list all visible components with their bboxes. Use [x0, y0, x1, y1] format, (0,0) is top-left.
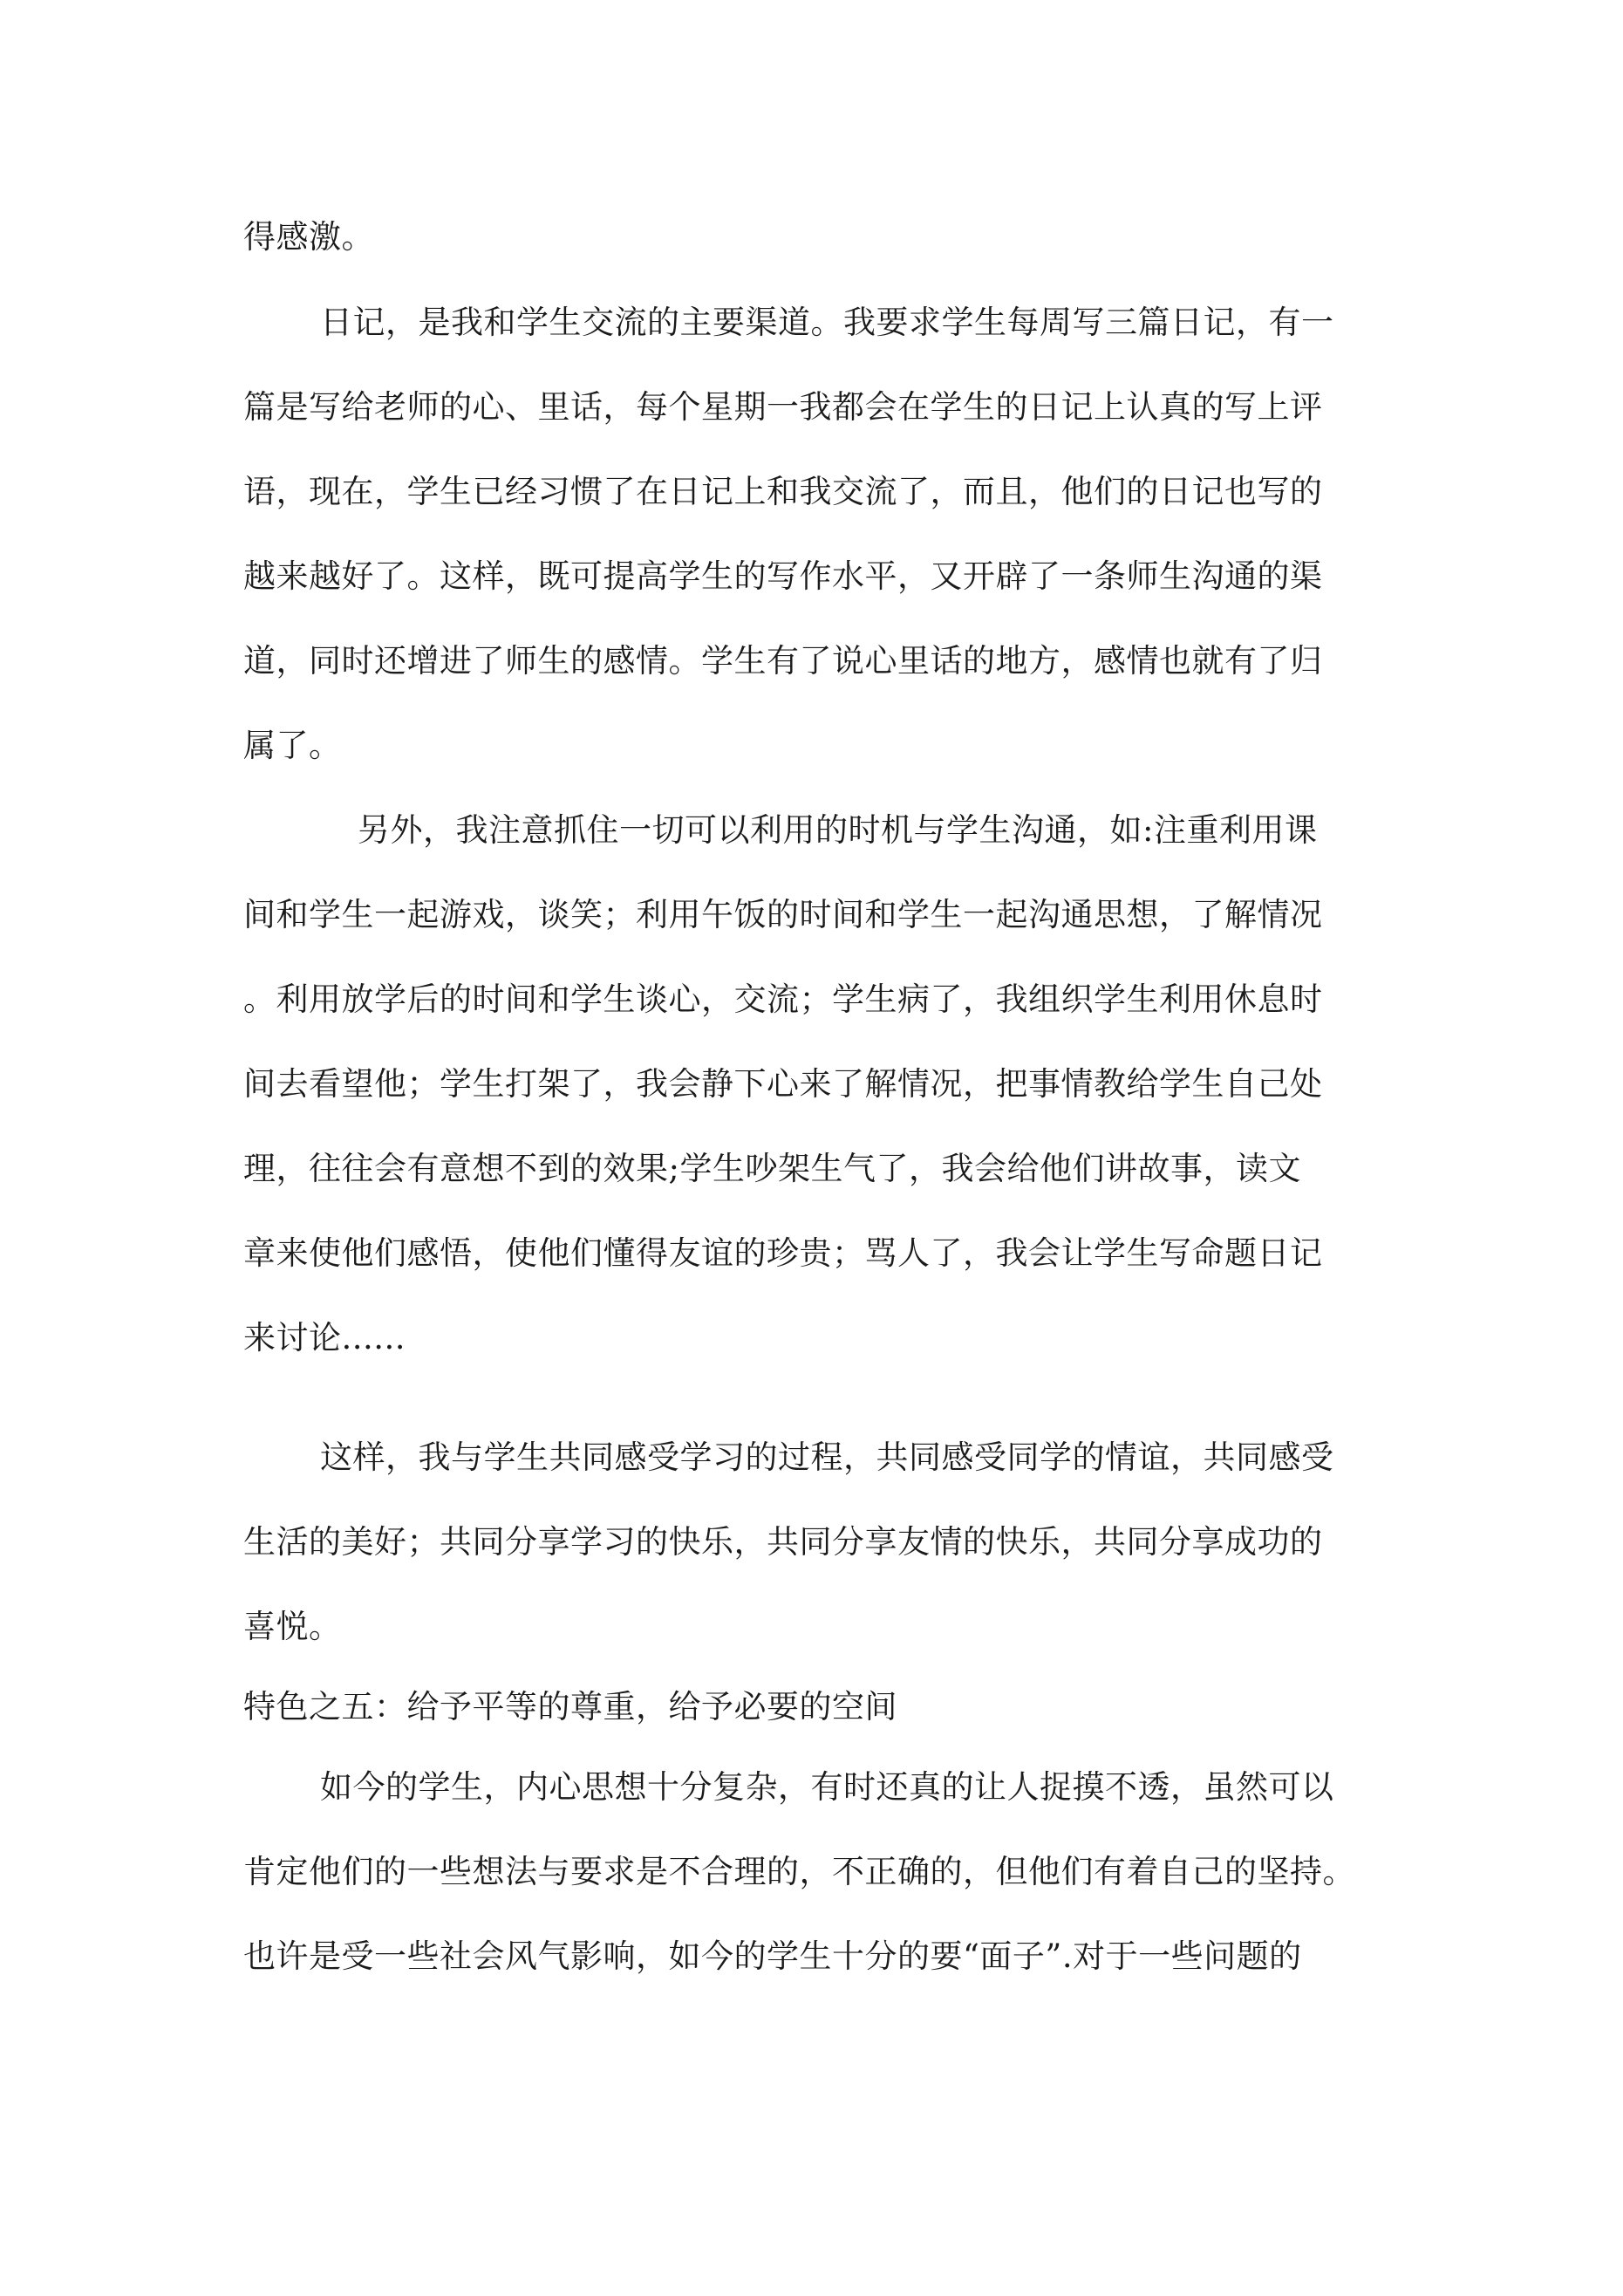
text-line: 肯定他们的一些想法与要求是不合理的，不正确的，但他们有着自己的坚持。: [243, 1853, 1355, 1890]
section-heading: 特色之五：给予平等的尊重，给予必要的空间: [243, 1688, 897, 1725]
text-line: 道，同时还增进了师生的感情。学生有了说心里话的地方，感情也就有了归: [243, 642, 1323, 680]
text-line: 章来使他们感悟，使他们懂得友谊的珍贵；骂人了，我会让学生写命题日记: [243, 1234, 1323, 1272]
text-line: 属了。: [243, 727, 342, 764]
paragraph-first-line: 日记，是我和学生交流的主要渠道。我要求学生每周写三篇日记，有一: [320, 304, 1334, 341]
text-line: 篇是写给老师的心、里话，每个星期一我都会在学生的日记上认真的写上评: [243, 388, 1323, 426]
text-line: 来讨论......: [243, 1319, 406, 1356]
text-line: 间去看望他；学生打架了，我会静下心来了解情况，把事情教给学生自己处: [243, 1065, 1323, 1103]
text-line: 越来越好了。这样，既可提高学生的写作水平，又开辟了一条师生沟通的渠: [243, 557, 1323, 595]
text-line: 语，现在，学生已经习惯了在日记上和我交流了，而且，他们的日记也写的: [243, 473, 1323, 510]
paragraph-first-line: 如今的学生，内心思想十分复杂，有时还真的让人捉摸不透，虽然可以: [320, 1768, 1334, 1806]
paragraph-first-line: 这样，我与学生共同感受学习的过程，共同感受同学的情谊，共同感受: [320, 1438, 1334, 1476]
text-line: 。利用放学后的时间和学生谈心，交流；学生病了，我组织学生利用休息时: [243, 981, 1323, 1018]
text-line: 也许是受一些社会风气影响，如今的学生十分的要“面子”.对于一些问题的: [243, 1937, 1302, 1975]
text-line: 得感激。: [243, 218, 374, 256]
text-line: 理，往往会有意想不到的效果;学生吵架生气了，我会给他们讲故事，读文: [243, 1150, 1301, 1187]
text-line: 喜悦。: [243, 1608, 342, 1645]
text-line: 间和学生一起游戏，谈笑；利用午饭的时间和学生一起沟通思想，了解情况: [243, 896, 1323, 933]
text-line: 生活的美好；共同分享学习的快乐，共同分享友情的快乐，共同分享成功的: [243, 1523, 1323, 1561]
paragraph-first-line: 另外，我注意抓住一切可以利用的时机与学生沟通，如:注重利用课: [358, 811, 1318, 849]
